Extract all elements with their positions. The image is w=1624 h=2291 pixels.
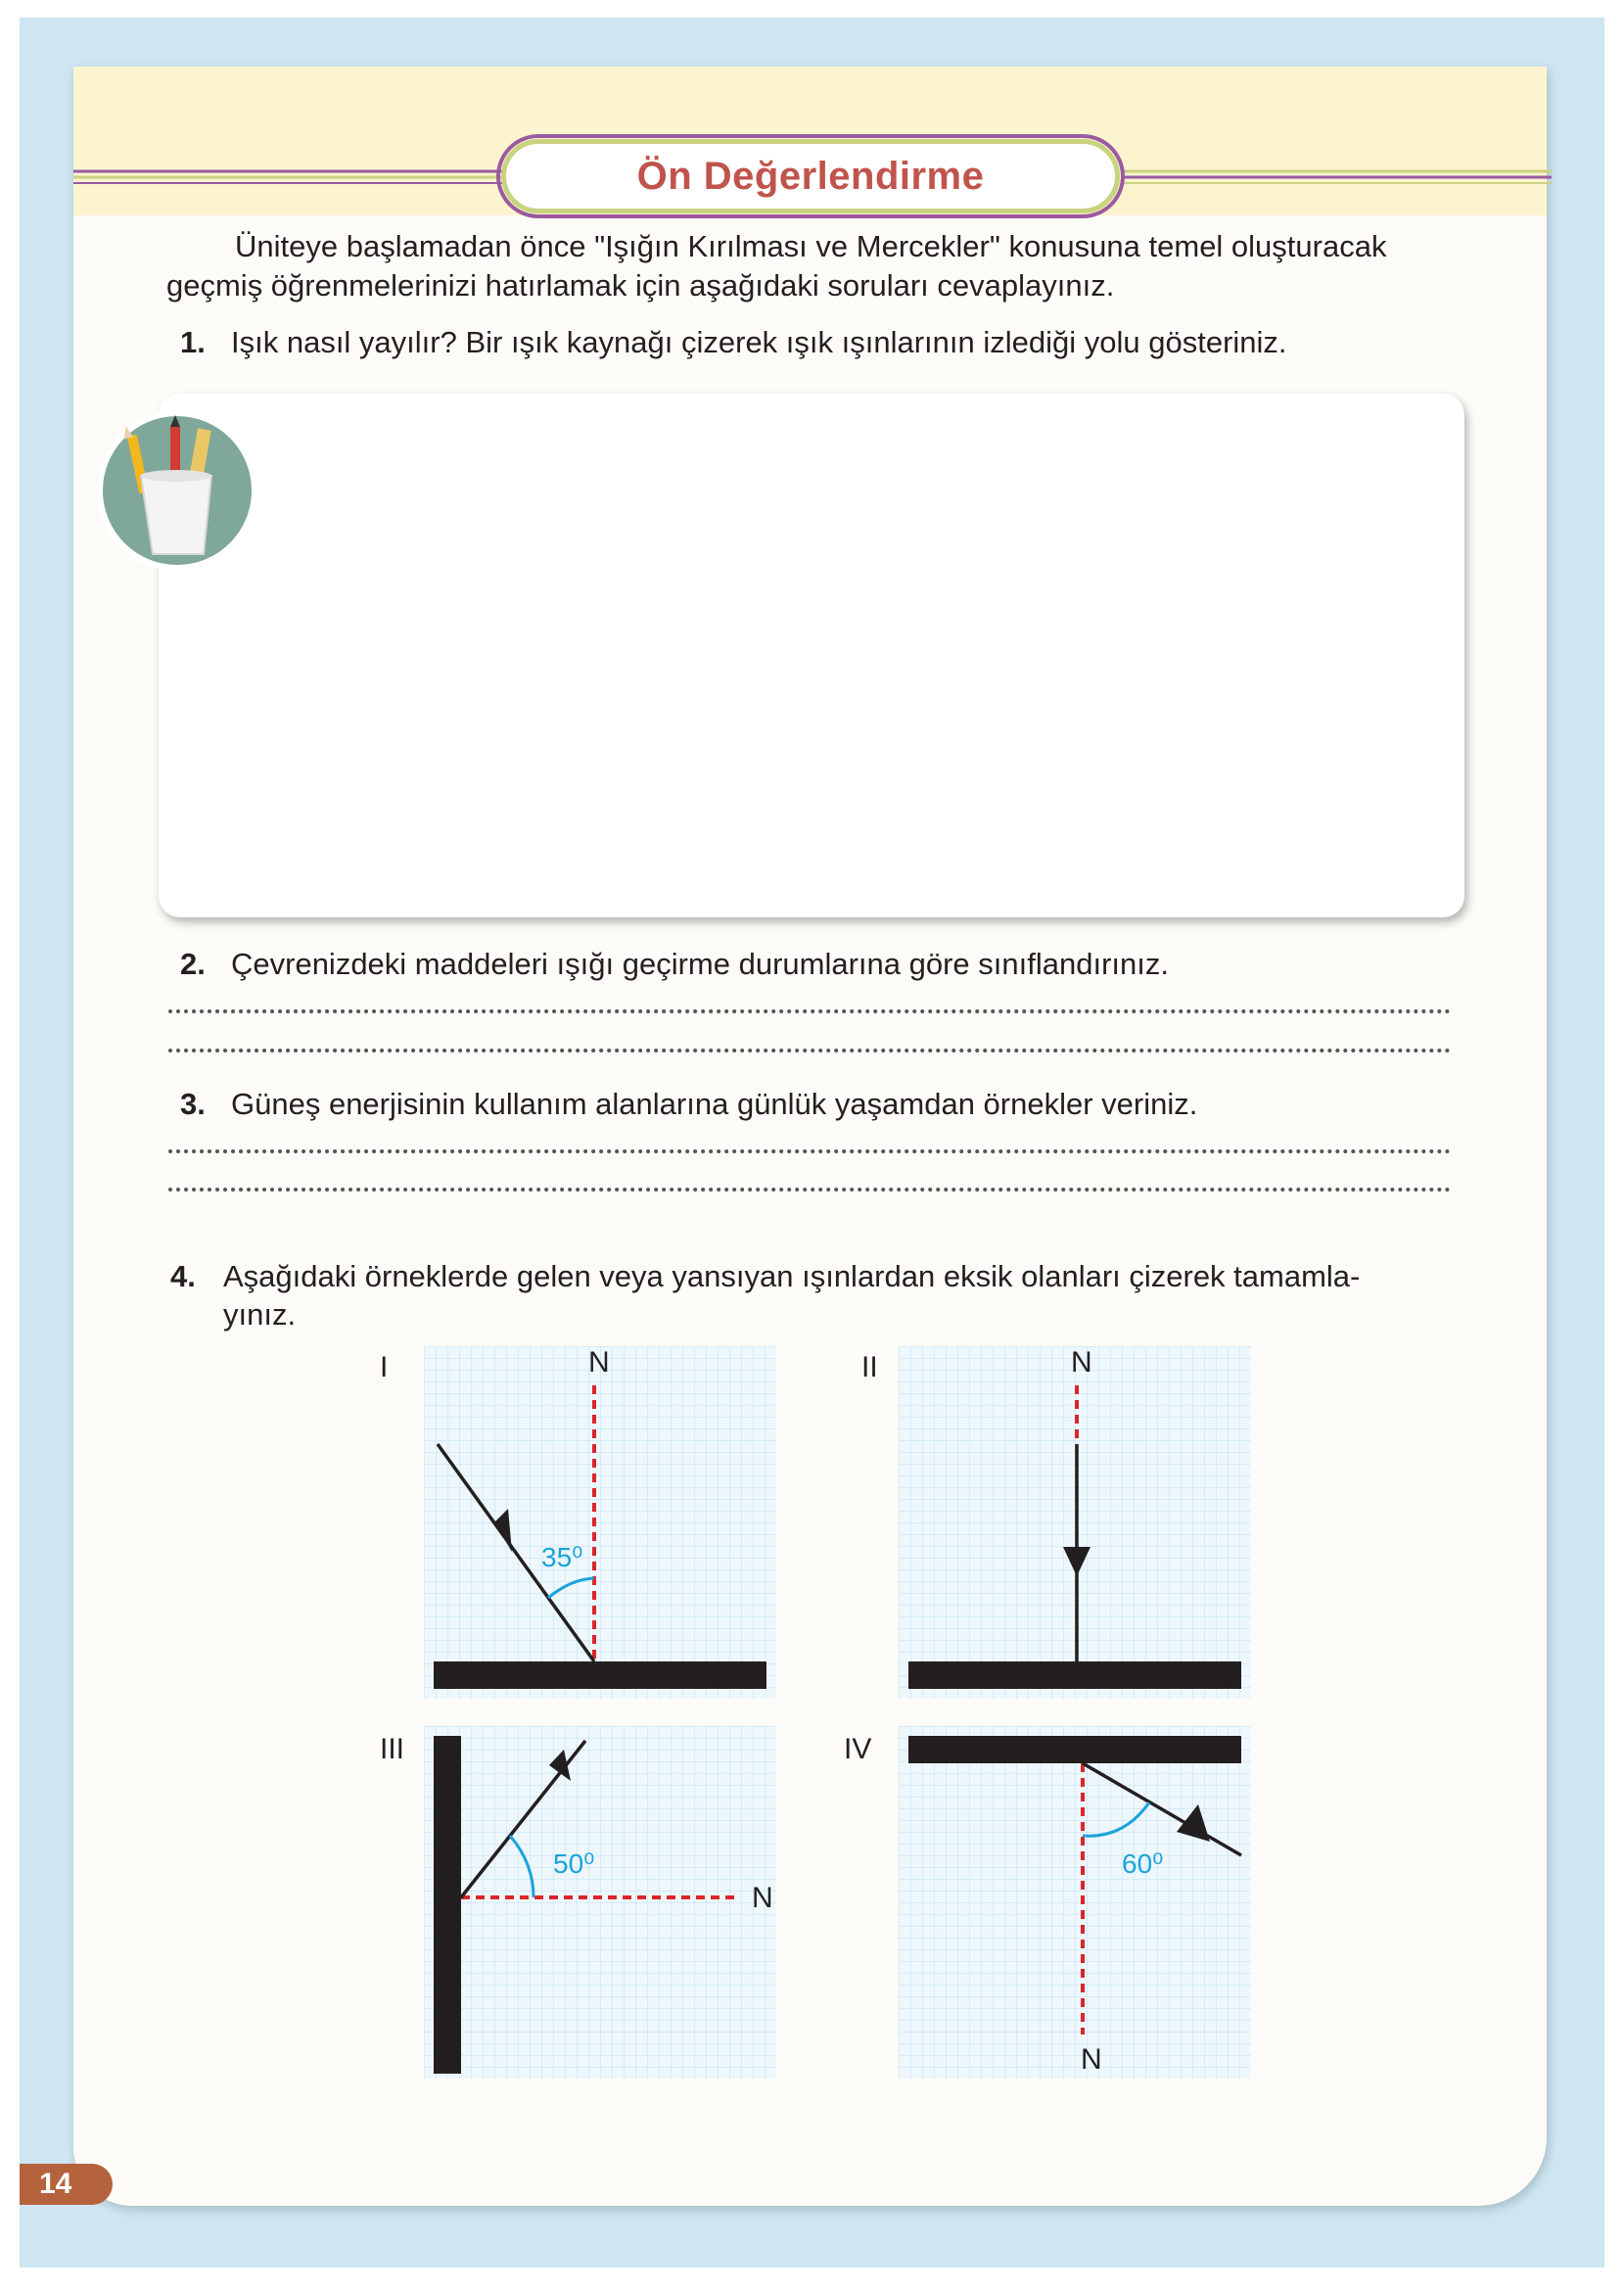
question-4-continued: yınız.: [223, 1297, 297, 1332]
intro-paragraph: Üniteye başlamadan önce "Işığın Kırılması ve Mercekler" konusuna temel oluşturacak geçmiş öğrenmelerinizi hatırlamak için aşağıdaki soruları cevaplayınız.: [166, 229, 1387, 303]
question-text: Güneş enerjisinin kullanım alanlarına günlük yaşamdan örnekler veriniz.: [231, 1087, 1198, 1121]
question-text: Çevrenizdeki maddeleri ışığı geçirme durumlarına göre sınıflandırınız.: [231, 947, 1169, 981]
answer-line[interactable]: [168, 1049, 1451, 1052]
normal-label: N: [588, 1346, 610, 1379]
figure-2-label: II: [861, 1351, 878, 1383]
reflection-figure-3: [424, 1726, 776, 2079]
reflection-figure-4: [899, 1726, 1251, 2079]
answer-line[interactable]: [168, 1009, 1451, 1013]
normal-label: N: [1071, 1346, 1092, 1379]
pencil-cup-icon: [94, 407, 260, 574]
question-number: 3.: [180, 1087, 206, 1121]
page-title: Ön Değerlendirme: [636, 154, 985, 198]
question-1: [180, 323, 1287, 362]
mirror: [434, 1736, 461, 2074]
mirror: [908, 1661, 1241, 1689]
drawing-answer-box[interactable]: [159, 394, 1464, 917]
question-2: [180, 945, 1169, 984]
mirror: [908, 1736, 1241, 1763]
figure-3-label: III: [380, 1733, 405, 1765]
worksheet-paper: [73, 67, 1547, 2206]
reflection-figure-2: [899, 1346, 1251, 1699]
reflection-figure-1: [424, 1346, 776, 1699]
answer-line[interactable]: [168, 1149, 1451, 1153]
angle-label: 35⁰: [541, 1542, 583, 1572]
normal-label: N: [752, 1882, 773, 1914]
question-number: 2.: [180, 947, 206, 981]
normal-label: N: [1081, 2043, 1102, 2076]
angle-label: 60⁰: [1122, 1848, 1164, 1879]
mirror: [434, 1661, 766, 1689]
title-banner: [501, 139, 1120, 213]
figure-1-label: I: [380, 1351, 389, 1383]
page-number-tab: [20, 2164, 113, 2205]
question-3: [180, 1085, 1197, 1124]
figure-4-label: IV: [844, 1733, 872, 1765]
answer-line[interactable]: [168, 1188, 1451, 1192]
question-text: Işık nasıl yayılır? Bir ışık kaynağı çizerek ışık ışınlarının izlediği yolu gösteriniz.: [231, 325, 1287, 359]
question-number: 4.: [170, 1259, 196, 1293]
question-number: 1.: [180, 325, 206, 359]
question-4: [170, 1257, 1360, 1296]
page-number: 14: [39, 2168, 72, 2200]
angle-label: 50⁰: [553, 1848, 595, 1879]
question-text: Aşağıdaki örneklerde gelen veya yansıyan ışınlardan eksik olanları çizerek tamamla-: [223, 1259, 1361, 1293]
